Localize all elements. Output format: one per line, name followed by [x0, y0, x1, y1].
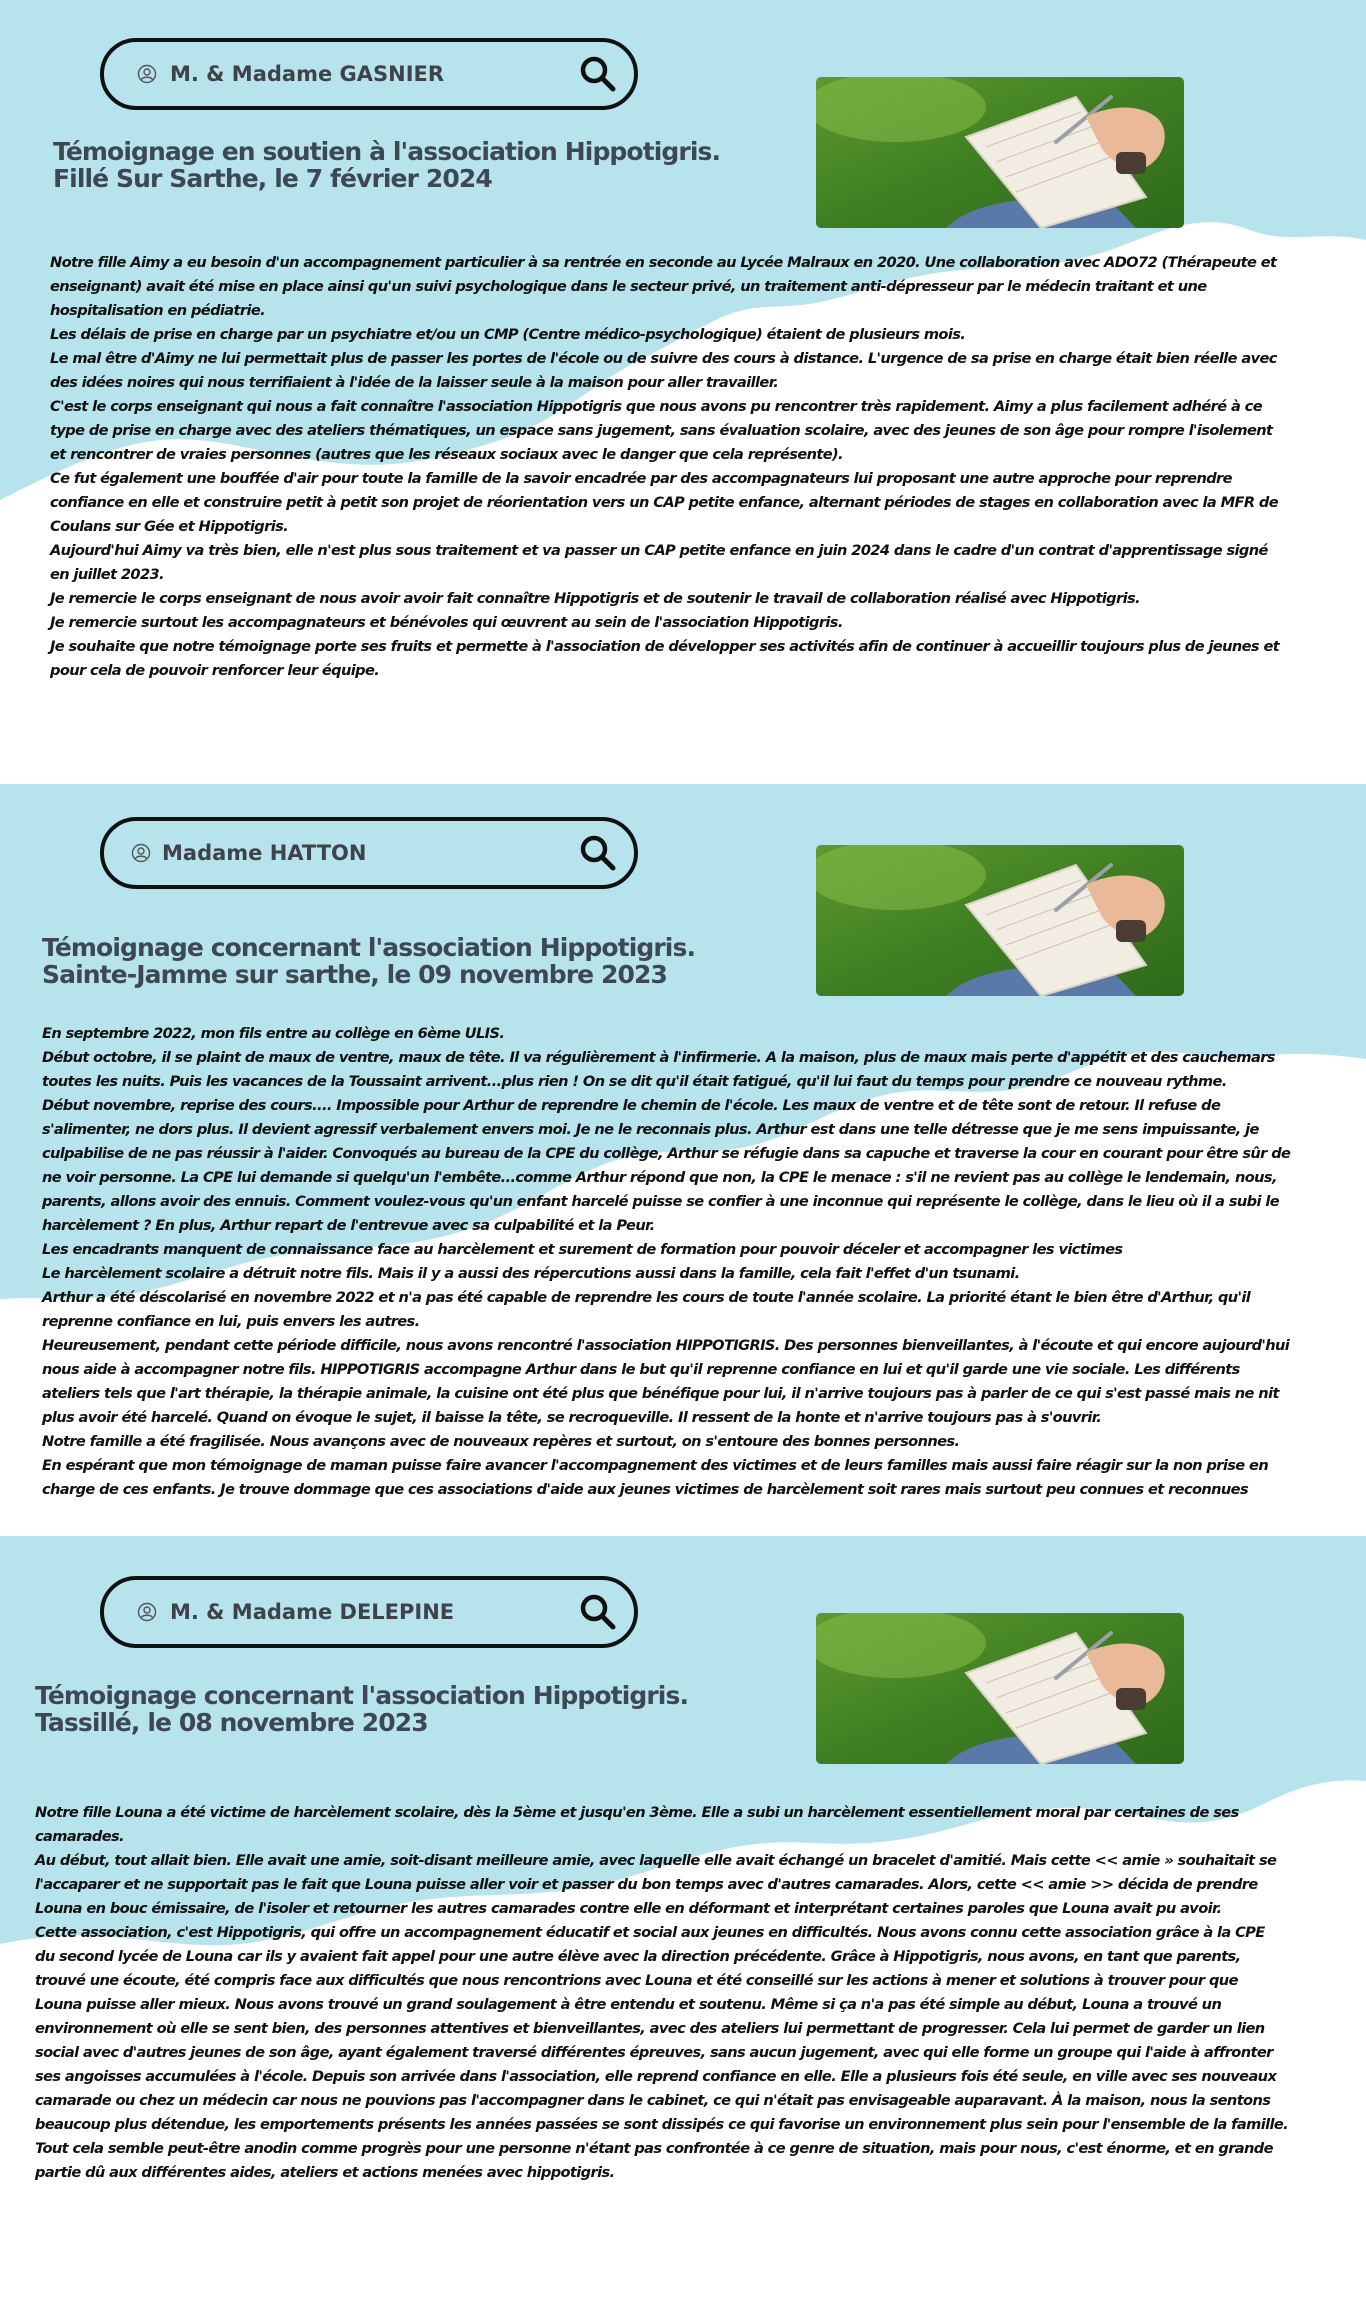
- body-line: Notre fille Aimy a eu besoin d'un accompagnement particulier à sa rentrée en seconde au Lycée Malraux en 2020. Une collaboration avec ADO72 (Thérapeute et: [50, 254, 1277, 271]
- body-line: confiance en elle et construire petit à petit son projet de réorientation vers un CAP petite enfance, alternant périodes de stages en collaboration avec la MFR de: [50, 494, 1279, 511]
- testimonial-title: [53, 138, 720, 192]
- body-line: camarades.: [35, 1828, 124, 1845]
- body-line: En espérant que mon témoignage de maman puisse faire avancer l'accompagnement des victimes et de leurs familles mais aussi faire réagir sur la non prise en: [42, 1457, 1269, 1474]
- user-icon: [137, 1602, 157, 1622]
- body-line: trouvé une écoute, été compris face aux difficultés que nous rencontrions avec Louna et été conseillé sur les actions à mener et solutions à trouver pour que: [35, 1972, 1238, 1989]
- body-line: Le mal être d'Aimy ne lui permettait plus de passer les portes de l'école ou de suivre des cours à distance. L'urgence de sa prise en charge était bien réelle avec: [50, 350, 1277, 367]
- body-line: En septembre 2022, mon fils entre au collège en 6ème ULIS.: [42, 1025, 505, 1042]
- testimonial-section-delepine: [0, 1536, 1366, 2304]
- body-line: ne voir personne. La CPE lui demande si quelqu'un l'embête...comme Arthur répond que non, la CPE le menace : s'il ne revient pas au collège le lendemain, nous,: [42, 1169, 1277, 1186]
- body-line: l'accaparer et ne supportait pas le fait que Louna puisse aller voir et passer du bon temps avec d'autres camarades. Alors, cette << amie >> décida de prendre: [35, 1876, 1258, 1893]
- search-icon[interactable]: [578, 833, 618, 873]
- body-line: Ce fut également une bouffée d'air pour toute la famille de la savoir encadrée par des accompagnateurs lui proposant une autre approche pour reprendre: [50, 470, 1232, 487]
- body-line: Au début, tout allait bien. Elle avait une amie, soit-disant meilleure amie, avec laquelle elle avait échangé un bracelet d'amitié. Mais cette << amie » souhaitait se: [35, 1852, 1277, 1869]
- testimonial-body: [42, 1022, 1290, 1502]
- search-icon[interactable]: [578, 1592, 618, 1632]
- body-line: plus avoir été harcelé. Quand on évoque le sujet, il baisse la tête, se recroqueville. Il ressent de la honte et n'arrive toujours pas à s'ouvrir.: [42, 1409, 1102, 1426]
- title-place-date: Tassillé, le 08 novembre 2023: [35, 1708, 428, 1737]
- body-line: Les délais de prise en charge par un psychiatre et/ou un CMP (Centre médico-psychologique) étaient de plusieurs mois.: [50, 326, 966, 343]
- author-name: Madame HATTON: [162, 841, 367, 865]
- body-line: Je remercie le corps enseignant de nous avoir avoir fait connaître Hippotigris et de soutenir le travail de collaboration réalisé avec Hippotigris.: [50, 590, 1140, 607]
- body-line: enseignant) avait été mise en place ainsi qu'un suivi psychologique dans le secteur privé, un traitement anti-dépresseur par le médecin traitant et une: [50, 278, 1207, 295]
- title-place-date: Fillé Sur Sarthe, le 7 février 2024: [53, 164, 492, 193]
- search-icon[interactable]: [578, 54, 618, 94]
- body-line: des idées noires qui nous terrifiaient à l'idée de la laisser seule à la maison pour aller travailler.: [50, 374, 779, 391]
- body-line: Cette association, c'est Hippotigris, qui offre un accompagnement éducatif et social aux jeunes en difficultés. Nous avons connu cette association grâce à la CPE: [35, 1924, 1265, 1941]
- body-line: harcèlement ? En plus, Arthur repart de l'entrevue avec sa culpabilité et la Peur.: [42, 1217, 655, 1234]
- user-icon: [131, 843, 151, 863]
- testimonial-title: [35, 1682, 688, 1736]
- author-name: M. & Madame GASNIER: [170, 62, 445, 86]
- body-line: culpabilise de ne pas réussir à l'aider. Convoqués au bureau de la CPE du collège, Arthur se réfugie dans sa capuche et traverse la cour en courant pour être sûr de: [42, 1145, 1291, 1162]
- body-line: environnement où elle se sent bien, des personnes attentives et bienveillantes, avec des ateliers lui permettant de progresser. Cela lui permet de garder un lien: [35, 2020, 1265, 2037]
- writing-photo: [816, 845, 1184, 996]
- body-line: s'alimenter, ne dors plus. Il devient agressif verbalement envers moi. Je ne le reconnais plus. Arthur est dans une telle détresse que je me sens impuissante, je: [42, 1121, 1259, 1138]
- title-line: Témoignage concernant l'association Hippotigris.: [35, 1681, 689, 1710]
- testimonial-section-hatton: [0, 784, 1366, 1536]
- body-line: charge de ces enfants. Je trouve dommage que ces associations d'aide aux jeunes victimes de harcèlement soit rares mais surtout peu connues et reconnues: [42, 1481, 1249, 1498]
- body-line: ateliers tels que l'art thérapie, la thérapie animale, la cuisine ont été plus que bénéfique pour lui, il n'arrive toujours pas à parler de ce qui s'est passé mais ne nit: [42, 1385, 1279, 1402]
- body-line: et rencontrer de vraies personnes (autres que les réseaux sociaux avec le danger que cela représente).: [50, 446, 843, 463]
- testimonial-title: [42, 934, 695, 988]
- body-line: reprenne confiance en lui, puis envers les autres.: [42, 1313, 420, 1330]
- body-line: nous aide à accompagner notre fils. HIPPOTIGRIS accompagne Arthur dans le but qu'il reprenne confiance en lui et qu'il garde une vie sociale. Les différents: [42, 1361, 1240, 1378]
- body-line: Heureusement, pendant cette période difficile, nous avons rencontré l'association HIPPOTIGRIS. Des personnes bienveillantes, à l'écoute et qui encore aujourd'hui: [42, 1337, 1290, 1354]
- body-line: type de prise en charge avec des ateliers thématiques, un espace sans jugement, sans évaluation scolaire, avec des jeunes de son âge pour rompre l'isolement: [50, 422, 1273, 439]
- testimonial-body: [35, 1801, 1288, 2185]
- body-line: C'est le corps enseignant qui nous a fait connaître l'association Hippotigris que nous avons pu rencontrer très rapidement. Aimy a plus facilement adhéré à ce: [50, 398, 1262, 415]
- body-line: Je souhaite que notre témoignage porte ses fruits et permette à l'association de développer ses activités afin de continuer à accueillir toujours plus de jeunes et: [50, 638, 1280, 655]
- body-line: Notre fille Louna a été victime de harcèlement scolaire, dès la 5ème et jusqu'en 3ème. Elle a subi un harcèlement essentiellement moral par certaines de ses: [35, 1804, 1239, 1821]
- user-icon: [137, 64, 157, 84]
- author-card: [100, 38, 638, 110]
- title-line: Témoignage concernant l'association Hippotigris.: [42, 933, 696, 962]
- body-line: hospitalisation en pédiatrie.: [50, 302, 266, 319]
- body-line: social avec d'autres jeunes de son âge, ayant également traversé différentes épreuves, sans aucun jugement, avec qui elle forme un groupe qui l'aide à affronter: [35, 2044, 1273, 2061]
- body-line: Tout cela semble peut-être anodin comme progrès pour une personne n'étant pas confrontée à ce genre de situation, mais pour nous, c'est énorme, et en grande: [35, 2140, 1273, 2157]
- testimonial-section-gasnier: [0, 0, 1366, 784]
- body-line: partie dû aux différentes aides, ateliers et actions menées avec hippotigris.: [35, 2164, 615, 2181]
- body-line: Début novembre, reprise des cours.... Impossible pour Arthur de reprendre le chemin de l'école. Les maux de ventre et de tête sont de retour. Il refuse de: [42, 1097, 1221, 1114]
- body-line: Aujourd'hui Aimy va très bien, elle n'est plus sous traitement et va passer un CAP petite enfance en juin 2024 dans le cadre d'un contrat d'apprentissage signé: [50, 542, 1268, 559]
- title-line: Témoignage en soutien à l'association Hippotigris.: [53, 137, 721, 166]
- body-line: beaucoup plus détendue, les emportements présents les années passées se sont dissipés ce qui favorise un environnement plus sein pour l'ensemble de la famille.: [35, 2116, 1289, 2133]
- author-name: M. & Madame DELEPINE: [170, 1600, 455, 1624]
- body-line: camarade ou chez un médecin car nous ne pouvions pas l'accompagner dans le cabinet, ce qui n'était pas envisageable auparavant. À la maison, nous la sentons: [35, 2092, 1271, 2109]
- body-line: Arthur a été déscolarisé en novembre 2022 et n'a pas été capable de reprendre les cours de toute l'année scolaire. La priorité étant le bien être d'Arthur, qu'il: [42, 1289, 1251, 1306]
- body-line: du second lycée de Louna car ils y avaient fait appel pour une autre élève avec la direction précédente. Grâce à Hippotigris, nous avons, en tant que parents,: [35, 1948, 1241, 1965]
- body-line: pour cela de pouvoir renforcer leur équipe.: [50, 662, 380, 679]
- body-line: Le harcèlement scolaire a détruit notre fils. Mais il y a aussi des répercutions aussi dans la famille, cela fait l'effet d'un tsunami.: [42, 1265, 1020, 1282]
- body-line: Coulans sur Gée et Hippotigris.: [50, 518, 289, 535]
- author-card: [100, 817, 638, 889]
- writing-photo: [816, 1613, 1184, 1764]
- body-line: en juillet 2023.: [50, 566, 164, 583]
- body-line: Louna puisse aller mieux. Nous avons trouvé un grand soulagement à être entendu et soutenu. Même si ça n'a pas été simple au début, Louna a trouvé un: [35, 1996, 1222, 2013]
- body-line: Je remercie surtout les accompagnateurs et bénévoles qui œuvrent au sein de l'association Hippotigris.: [50, 614, 843, 631]
- body-line: Début octobre, il se plaint de maux de ventre, maux de tête. Il va régulièrement à l'infirmerie. A la maison, plus de maux mais perte d'appétit et des cauchemars: [42, 1049, 1275, 1066]
- body-line: Les encadrants manquent de connaissance face au harcèlement et surement de formation pour pouvoir déceler et accompagner les victimes: [42, 1241, 1123, 1258]
- author-card: [100, 1576, 638, 1648]
- body-line: toutes les nuits. Puis les vacances de la Toussaint arrivent...plus rien ! On se dit qu'il était fatigué, qu'il lui faut du temps pour prendre ce nouveau rythme.: [42, 1073, 1227, 1090]
- body-line: Notre famille a été fragilisée. Nous avançons avec de nouveaux repères et surtout, on s'entoure des bonnes personnes.: [42, 1433, 960, 1450]
- testimonial-body: [50, 251, 1279, 683]
- writing-photo: [816, 77, 1184, 228]
- body-line: parents, allons avoir des ennuis. Comment voulez-vous qu'un enfant harcelé puisse se confier à une inconnue qui représente le collège, dans le lieu où il a subi le: [42, 1193, 1280, 1210]
- title-place-date: Sainte-Jamme sur sarthe, le 09 novembre 2023: [42, 960, 668, 989]
- body-line: ses angoisses accumulées à l'école. Depuis son arrivée dans l'association, elle reprend confiance en elle. Elle a plusieurs fois été seule, en ville avec ses nouveaux: [35, 2068, 1277, 2085]
- body-line: Louna en bouc émissaire, de l'isoler et retourner les autres camarades contre elle en déformant et interprétant certaines paroles que Louna avait pu avoir.: [35, 1900, 1222, 1917]
